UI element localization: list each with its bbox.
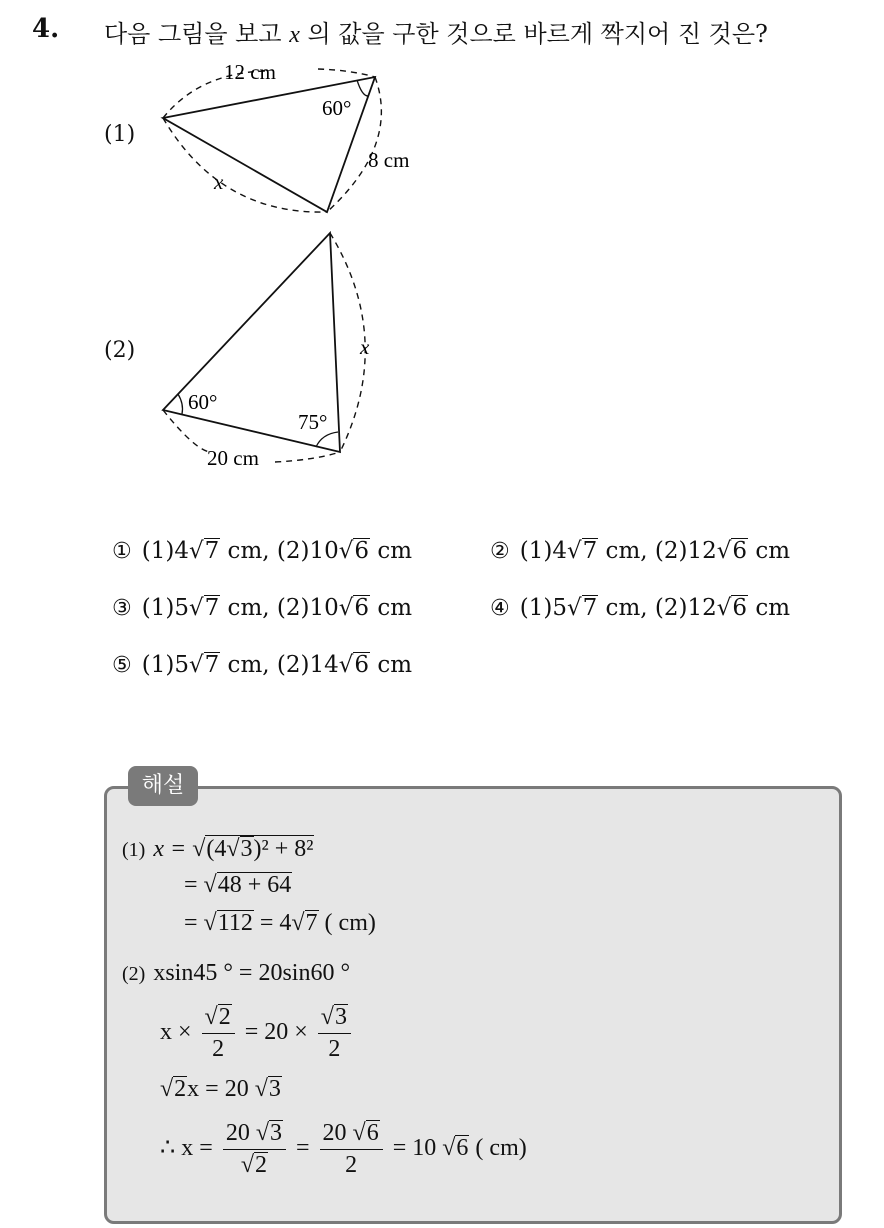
solution-p1-line3	[184, 910, 376, 937]
choice-5-unit: cm	[370, 652, 413, 678]
figure1-label: (1)	[104, 122, 136, 147]
sqrt-symbol: √6	[716, 538, 748, 564]
figure1-side-right: 8 cm	[368, 148, 410, 172]
sqrt-symbol: √(4√3)² + 8²	[192, 836, 314, 862]
solution-p2-line3-r: 2	[174, 1076, 187, 1102]
choice-3-number: ③	[112, 596, 132, 621]
solution-p2-line1	[122, 960, 350, 987]
solution-p2-line4-f2-num: 20	[322, 1120, 347, 1146]
question-text-before: 다음 그림을 보고	[104, 20, 282, 48]
solution-p1-line3-rad: 112	[217, 910, 253, 936]
sqrt-symbol: √7	[188, 538, 220, 564]
solution-p1-line3-unit: ( cm)	[318, 910, 376, 936]
sqrt-symbol: √3	[255, 1120, 282, 1146]
sqrt-symbol: √6	[338, 538, 370, 564]
choice-4-part2: cm, (2)12	[598, 595, 717, 621]
choice-3-part2: cm, (2)10	[220, 595, 339, 621]
sqrt-symbol: √7	[291, 910, 318, 936]
sqrt-symbol: √3	[226, 836, 253, 862]
choice-1-part1: (1)4	[141, 538, 189, 564]
solution-p2-line2-b: = 20 ×	[244, 1019, 308, 1046]
sqrt-symbol: √112	[203, 910, 253, 936]
choice-4-radicand2: 6	[732, 595, 748, 621]
sqrt-symbol: √2	[240, 1152, 267, 1178]
solution-p2-line4-f1-den: 2	[254, 1152, 267, 1178]
solution-p2-line2-den: 2	[212, 1036, 225, 1062]
solution-p2-line3-a: x = 20	[187, 1076, 249, 1102]
choice-1[interactable]	[112, 538, 412, 564]
choice-5[interactable]	[112, 652, 412, 678]
solution-p2-line4-f2-den: 2	[345, 1152, 358, 1178]
solution-tag: 해설	[128, 766, 198, 806]
sqrt-symbol: √3	[320, 1004, 347, 1030]
choice-1-number: ①	[112, 539, 132, 564]
sqrt-symbol: √6	[338, 595, 370, 621]
sqrt-symbol: √7	[566, 538, 598, 564]
solution-p2-line4-r: 6	[456, 1135, 469, 1162]
figure2-angle-right: 75°	[298, 410, 328, 434]
sqrt-symbol: √6	[716, 595, 748, 621]
choice-5-part2: cm, (2)14	[220, 652, 339, 678]
solution-p2-line1-text: xsin45 ° = 20sin60 °	[153, 960, 351, 986]
figure1-side-x: x	[214, 170, 224, 194]
choice-4-radicand1: 7	[582, 595, 598, 621]
solution-p2-line2-num: 2	[218, 1004, 231, 1030]
solution-p2-line4-a: ∴ x =	[160, 1135, 213, 1162]
sqrt-symbol: √7	[188, 595, 220, 621]
sqrt-symbol: √48 + 64	[203, 872, 292, 898]
figure1-side-top: 12 cm	[224, 60, 276, 84]
solution-p2-line2-den2: 2	[328, 1036, 341, 1062]
figure1-triangle	[163, 60, 409, 212]
solution-p2-line4-f1-num: 20	[225, 1120, 250, 1146]
choice-4-part1: (1)5	[519, 595, 567, 621]
choice-2-radicand1: 7	[582, 538, 598, 564]
choice-5-number: ⑤	[112, 653, 132, 678]
choice-1-unit: cm	[370, 538, 413, 564]
question-number: 4.	[32, 14, 60, 44]
fraction	[202, 1004, 235, 1063]
sqrt-symbol: √2	[160, 1076, 187, 1102]
question-text-after: 의 값을 구한 것으로 바르게 짝지어 진 것은?	[307, 20, 768, 48]
solution-p1-line3-mid: = 4	[253, 910, 292, 936]
choice-3[interactable]	[112, 595, 412, 621]
choice-2-number: ②	[490, 539, 510, 564]
solution-p1-line2-eq: =	[184, 872, 198, 898]
figure2-triangle	[163, 233, 370, 470]
fraction	[223, 1120, 286, 1179]
solution-p2-line4-f2-num-r: 6	[366, 1120, 379, 1146]
solution-p1-r: 3	[240, 836, 253, 862]
sqrt-symbol: √7	[566, 595, 598, 621]
solution-p2-line3-r2: 3	[268, 1076, 281, 1102]
choice-2-part1: (1)4	[519, 538, 567, 564]
solution-part2-label: (2)	[122, 963, 146, 985]
figure2-side-x: x	[360, 335, 370, 359]
choice-5-part1: (1)5	[141, 652, 189, 678]
choice-3-radicand1: 7	[204, 595, 220, 621]
solution-p2-line4	[160, 1120, 527, 1179]
choice-2[interactable]	[490, 538, 790, 564]
solution-p2-line4-f1-num-r: 3	[269, 1120, 282, 1146]
solution-p1-lhs: x =	[153, 836, 187, 862]
question-variable: x	[289, 22, 300, 48]
choice-4-unit: cm	[748, 595, 791, 621]
solution-p2-line4-unit: ( cm)	[469, 1135, 527, 1162]
sqrt-symbol: √6	[352, 1120, 379, 1146]
choice-3-unit: cm	[370, 595, 413, 621]
figure1-angle: 60°	[322, 96, 352, 120]
solution-p1-line3-eq: =	[184, 910, 198, 936]
choice-2-unit: cm	[748, 538, 791, 564]
choice-2-radicand2: 6	[732, 538, 748, 564]
sqrt-symbol: √6	[442, 1135, 469, 1162]
solution-part1-label: (1)	[122, 839, 146, 861]
figure2-angle-left: 60°	[188, 390, 218, 414]
choice-4-number: ④	[490, 596, 510, 621]
solution-p2-line3	[160, 1076, 282, 1103]
choice-4[interactable]	[490, 595, 790, 621]
sqrt-symbol: √2	[204, 1004, 231, 1030]
solution-p1-line3-r: 7	[305, 910, 318, 936]
solution-p1-b: )² + 8²	[253, 836, 314, 862]
sqrt-symbol: √6	[338, 652, 370, 678]
solution-p1-line1	[122, 835, 314, 863]
solution-p2-line4-b: = 10	[392, 1135, 437, 1162]
solution-p2-line2-num2: 3	[334, 1004, 347, 1030]
choice-2-part2: cm, (2)12	[598, 538, 717, 564]
fraction	[320, 1120, 383, 1179]
solution-p2-line2	[160, 1004, 355, 1063]
fraction	[318, 1004, 351, 1063]
solution-p1-a: (4	[206, 836, 227, 862]
figure2-side-bottom: 20 cm	[207, 446, 259, 470]
triangle-figures	[0, 0, 884, 480]
choice-3-part1: (1)5	[141, 595, 189, 621]
choice-1-radicand2: 6	[354, 538, 370, 564]
choice-1-part2: cm, (2)10	[220, 538, 339, 564]
solution-p2-line4-eq: =	[295, 1135, 310, 1162]
choice-3-radicand2: 6	[354, 595, 370, 621]
choice-5-radicand2: 6	[354, 652, 370, 678]
solution-p2-line2-a: x ×	[160, 1019, 192, 1046]
solution-p1-line2-rad: 48 + 64	[217, 872, 292, 898]
sqrt-symbol: √7	[188, 652, 220, 678]
choice-5-radicand1: 7	[204, 652, 220, 678]
sqrt-symbol: √3	[254, 1076, 281, 1102]
choice-1-radicand1: 7	[204, 538, 220, 564]
figure2-label: (2)	[104, 338, 136, 363]
solution-p1-line2	[184, 872, 292, 899]
